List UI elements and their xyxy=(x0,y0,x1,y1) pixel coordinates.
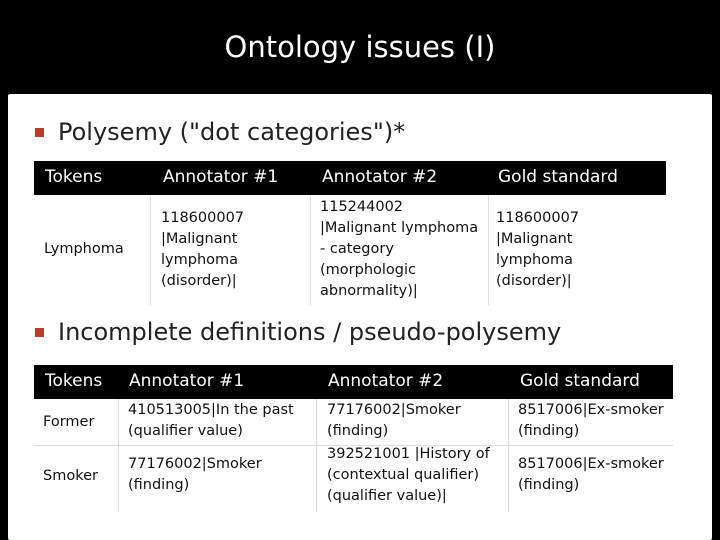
t1-col-gold: Gold standard xyxy=(498,167,618,187)
bullet-square-icon xyxy=(35,328,44,337)
t1-gold-value: 118600007 |Malignant lymphoma (disorder)| xyxy=(496,210,580,289)
t1-annotator2-value: 115244002 |Malignant lymphoma - category (morphologic abnormality)| xyxy=(320,199,479,299)
t2-divider xyxy=(508,399,509,512)
t1-divider xyxy=(488,195,489,305)
t2-divider xyxy=(118,399,119,512)
t2-row1-gold: 8517006|Ex-smoker (finding) xyxy=(518,402,664,439)
t1-divider xyxy=(150,195,151,305)
t1-col-annotator2: Annotator #2 xyxy=(322,167,438,187)
t2-row1-annotator1: 410513005|In the past (qualifier value) xyxy=(128,402,294,439)
t1-token: Lymphoma xyxy=(44,241,124,257)
t2-col-gold: Gold standard xyxy=(520,371,640,391)
t2-row2-token: Smoker xyxy=(43,468,98,484)
t2-row1-annotator2: 77176002|Smoker (finding) xyxy=(327,402,461,439)
t1-divider xyxy=(310,195,311,305)
t2-row1-token: Former xyxy=(43,414,95,430)
t1-annotator1-value: 118600007 |Malignant lymphoma (disorder)| xyxy=(161,210,245,289)
bullet-polysemy-text: Polysemy ("dot categories")* xyxy=(58,118,406,146)
bullet-incomplete xyxy=(35,318,561,346)
table1-header xyxy=(34,161,666,195)
table2-header xyxy=(34,365,673,399)
bullet-polysemy xyxy=(35,118,405,146)
t2-divider xyxy=(316,399,317,512)
slide-title: Ontology issues (I) xyxy=(224,30,496,64)
t1-col-tokens: Tokens xyxy=(45,167,103,187)
t2-row2-annotator1: 77176002|Smoker (finding) xyxy=(128,456,262,493)
t2-col-annotator1: Annotator #1 xyxy=(129,371,245,391)
t2-col-annotator2: Annotator #2 xyxy=(328,371,444,391)
bullet-square-icon xyxy=(35,128,44,137)
bullet-incomplete-text: Incomplete definitions / pseudo-polysemy xyxy=(58,318,562,346)
t1-col-annotator1: Annotator #1 xyxy=(163,167,279,187)
t2-col-tokens: Tokens xyxy=(45,371,103,391)
t2-row2-gold: 8517006|Ex-smoker (finding) xyxy=(518,456,664,493)
footnote: * A. Arapinis, L. Vieu: Complex categories in ontologies, FOIS 2014 Workshop on ontology and linguistics xyxy=(19,517,671,530)
t2-row2-annotator2: 392521001 |History of (contextual qualifier) (qualifier value)| xyxy=(327,446,490,504)
